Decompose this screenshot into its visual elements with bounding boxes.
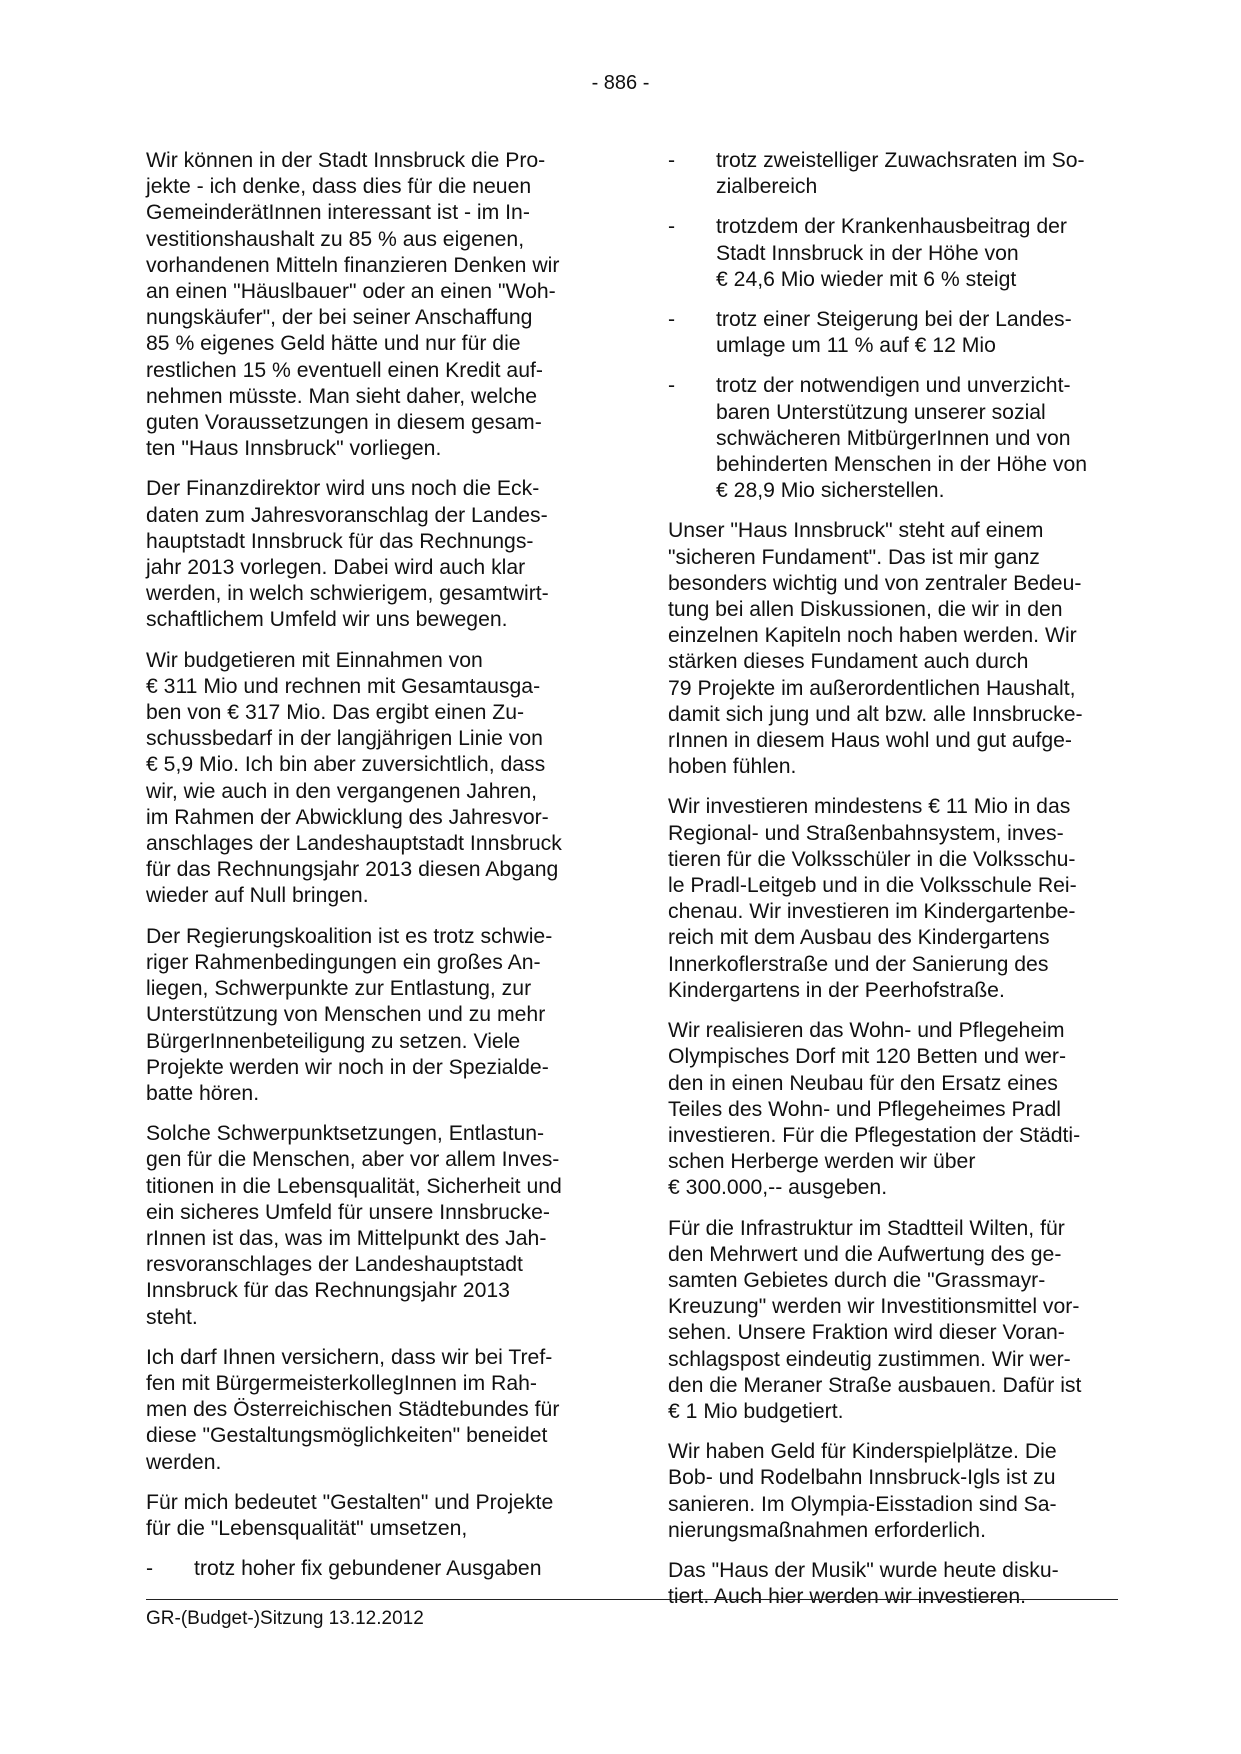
text-line: daten zum Jahresvoranschlag der Landes- <box>146 503 548 527</box>
paragraph <box>146 648 596 910</box>
text-line: besonders wichtig und von zentraler Bedeu- <box>668 571 1082 595</box>
text-line: fen mit BürgermeisterkollegInnen im Rah- <box>146 1371 537 1395</box>
text-line: für die "Lebensqualität" umsetzen, <box>146 1516 468 1540</box>
text-line: € 300.000,-- ausgeben. <box>668 1176 888 1200</box>
text-line: liegen, Schwerpunkte zur Entlastung, zur <box>146 977 532 1001</box>
text-line: titionen in die Lebensqualität, Sicherheit und <box>146 1174 562 1198</box>
text-line: Wir investieren mindestens € 11 Mio in das <box>668 795 1071 819</box>
text-line: vorhandenen Mitteln finanzieren Denken wir <box>146 253 560 277</box>
text-line: an einen "Häuslbauer" oder an einen "Woh- <box>146 280 556 304</box>
footer-session-label: GR-(Budget-)Sitzung 13.12.2012 <box>146 1608 424 1629</box>
left-column <box>146 148 596 1596</box>
text-line: Solche Schwerpunktsetzungen, Entlastun- <box>146 1122 545 1146</box>
text-line: Bob- und Rodelbahn Innsbruck-Igls ist zu <box>668 1466 1056 1490</box>
text-line: jekte - ich denke, dass dies für die neuen <box>146 175 532 199</box>
text-line: Für mich bedeutet "Gestalten" und Projekte <box>146 1490 554 1514</box>
text-line: gen für die Menschen, aber vor allem Inves- <box>146 1148 560 1172</box>
bullet-dash: - <box>668 308 676 332</box>
paragraph <box>668 1558 1118 1610</box>
bullet-item <box>668 307 1118 359</box>
paragraph <box>146 476 596 633</box>
text-line: tiert. Auch hier werden wir investieren. <box>668 1585 1026 1609</box>
text-line: nungskäufer", der bei seiner Anschaffung <box>146 306 533 330</box>
bullet-text-line: trotz der notwendigen und unverzicht- <box>716 374 1071 398</box>
text-line: men des Österreichischen Städtebundes für <box>146 1398 560 1422</box>
text-line: tieren für die Volksschüler in die Volksschu- <box>668 847 1076 871</box>
text-line: den Mehrwert und die Aufwertung des ge- <box>668 1242 1062 1266</box>
text-line: Wir budgetieren mit Einnahmen von <box>146 648 483 672</box>
text-line: chenau. Wir investieren im Kindergartenbe- <box>668 900 1076 924</box>
text-line: werden. <box>146 1450 222 1474</box>
text-line: jahr 2013 vorlegen. Dabei wird auch klar <box>146 556 526 580</box>
text-line: guten Voraussetzungen in diesem gesam- <box>146 411 542 435</box>
text-line: investieren. Für die Pflegestation der Städti- <box>668 1123 1081 1147</box>
bullet-text-line: schwächeren MitbürgerInnen und von <box>716 426 1071 450</box>
bullet-text-line: zialbereich <box>716 175 818 199</box>
text-line: "sicheren Fundament". Das ist mir ganz <box>668 545 1040 569</box>
bullet-item <box>668 214 1118 293</box>
text-line: Der Regierungskoalition ist es trotz schwie- <box>146 924 553 948</box>
text-line: ein sicheres Umfeld für unsere Innsbrucke- <box>146 1200 550 1224</box>
text-line: Innsbruck für das Rechnungsjahr 2013 <box>146 1279 510 1303</box>
text-line: € 1 Mio budgetiert. <box>668 1399 844 1423</box>
text-line: nehmen müsste. Man sieht daher, welche <box>146 384 538 408</box>
bullet-dash: - <box>668 374 676 398</box>
text-line: nierungsmaßnahmen erforderlich. <box>668 1518 986 1542</box>
bullet-dash: - <box>146 1557 154 1581</box>
text-line: Innerkoflerstraße und der Sanierung des <box>668 952 1049 976</box>
text-line: Kreuzung" werden wir Investitionsmittel vor- <box>668 1295 1080 1319</box>
bullet-text-line: € 28,9 Mio sicherstellen. <box>716 479 945 503</box>
text-line: restlichen 15 % eventuell einen Kredit auf- <box>146 358 543 382</box>
bullet-item <box>668 373 1118 504</box>
text-line: Projekte werden wir noch in der Spezialde- <box>146 1055 549 1079</box>
text-line: für das Rechnungsjahr 2013 diesen Abgang <box>146 858 559 882</box>
text-line: Ich darf Ihnen versichern, dass wir bei Tref- <box>146 1345 553 1369</box>
bullet-dash: - <box>668 215 676 239</box>
text-line: Unterstützung von Menschen und zu mehr <box>146 1003 546 1027</box>
text-line: hoben fühlen. <box>668 755 797 779</box>
text-line: Wir haben Geld für Kinderspielplätze. Die <box>668 1440 1057 1464</box>
text-line: Der Finanzdirektor wird uns noch die Eck- <box>146 477 540 501</box>
text-line: wieder auf Null bringen. <box>146 884 369 908</box>
text-line: tung bei allen Diskussionen, die wir in den <box>668 598 1063 622</box>
paragraph <box>146 148 596 462</box>
text-line: € 311 Mio und rechnen mit Gesamtausga- <box>146 674 541 698</box>
text-line: € 5,9 Mio. Ich bin aber zuversichtlich, dass <box>146 753 546 777</box>
text-line: reich mit dem Ausbau des Kindergartens <box>668 926 1050 950</box>
text-line: den die Meraner Straße ausbauen. Dafür ist <box>668 1373 1082 1397</box>
text-line: im Rahmen der Abwicklung des Jahresvor- <box>146 805 549 829</box>
bullet-text-line: trotzdem der Krankenhausbeitrag der <box>716 215 1067 239</box>
paragraph <box>668 1439 1118 1544</box>
bullet-item <box>668 148 1118 200</box>
text-line: GemeinderätInnen interessant ist - im In- <box>146 201 530 225</box>
text-line: BürgerInnenbeteiligung zu setzen. Viele <box>146 1029 521 1053</box>
text-line: samten Gebietes durch die "Grassmayr- <box>668 1268 1046 1292</box>
text-line: Olympisches Dorf mit 120 Betten und wer- <box>668 1045 1067 1069</box>
text-line: schlagspost eindeutig zustimmen. Wir wer- <box>668 1347 1071 1371</box>
bullet-text-line: trotz hoher fix gebundener Ausgaben <box>194 1557 542 1581</box>
text-line: schen Herberge werden wir über <box>668 1150 976 1174</box>
text-line: hauptstadt Innsbruck für das Rechnungs- <box>146 529 534 553</box>
bullet-text-line: umlage um 11 % auf € 12 Mio <box>716 334 996 358</box>
text-line: Wir realisieren das Wohn- und Pflegeheim <box>668 1019 1065 1043</box>
text-line: vestitionshaushalt zu 85 % aus eigenen, <box>146 227 525 251</box>
text-line: ben von € 317 Mio. Das ergibt einen Zu- <box>146 701 525 725</box>
text-line: schaftlichem Umfeld wir uns bewegen. <box>146 608 508 632</box>
text-line: Für die Infrastruktur im Stadtteil Wilten, für <box>668 1216 1065 1240</box>
bullet-text-line: baren Unterstützung unserer sozial <box>716 400 1046 424</box>
text-line: anschlages der Landeshauptstadt Innsbruck <box>146 832 562 856</box>
text-line: Wir können in der Stadt Innsbruck die Pro- <box>146 149 546 172</box>
page-number: - 886 - <box>591 72 650 94</box>
text-line: resvoranschlages der Landeshauptstadt <box>146 1253 523 1277</box>
text-line: rInnen ist das, was im Mittelpunkt des Jah- <box>146 1226 547 1250</box>
paragraph <box>668 1018 1118 1201</box>
paragraph <box>146 924 596 1107</box>
text-line: ten "Haus Innsbruck" vorliegen. <box>146 437 442 461</box>
text-line: damit sich jung und alt bzw. alle Innsbrucke- <box>668 702 1083 726</box>
text-line: sehen. Unsere Fraktion wird dieser Voran- <box>668 1321 1065 1345</box>
text-line: sanieren. Im Olympia-Eisstadion sind Sa- <box>668 1492 1057 1516</box>
text-line: rInnen in diesem Haus wohl und gut aufge- <box>668 729 1072 753</box>
paragraph <box>146 1121 596 1331</box>
text-line: Kindergartens in der Peerhofstraße. <box>668 978 1005 1002</box>
text-line: stärken dieses Fundament auch durch <box>668 650 1029 674</box>
text-line: Das "Haus der Musik" wurde heute disku- <box>668 1558 1059 1582</box>
bullet-item <box>146 1556 596 1582</box>
bullet-text-line: trotz einer Steigerung bei der Landes- <box>716 308 1072 332</box>
text-line: riger Rahmenbedingungen ein großes An- <box>146 950 541 974</box>
paragraph <box>146 1490 596 1542</box>
text-line: werden, in welch schwierigem, gesamtwirt- <box>146 582 549 606</box>
text-line: batte hören. <box>146 1081 260 1105</box>
right-column <box>668 148 1118 1624</box>
footer-divider <box>146 1599 1118 1600</box>
text-line: einzelnen Kapiteln noch haben werden. Wir <box>668 624 1077 648</box>
text-line: 85 % eigenes Geld hätte und nur für die <box>146 332 521 356</box>
text-line: Regional- und Straßenbahnsystem, inves- <box>668 821 1064 845</box>
text-line: Unser "Haus Innsbruck" steht auf einem <box>668 519 1044 543</box>
text-line: schussbedarf in der langjährigen Linie von <box>146 727 543 751</box>
bullet-text-line: Stadt Innsbruck in der Höhe von <box>716 241 1019 265</box>
text-line: diese "Gestaltungsmöglichkeiten" beneidet <box>146 1424 548 1448</box>
bullet-text-line: behinderten Menschen in der Höhe von <box>716 453 1088 477</box>
paragraph <box>668 1216 1118 1426</box>
paragraph <box>668 518 1118 780</box>
text-line: 79 Projekte im außerordentlichen Haushalt, <box>668 676 1076 700</box>
bullet-text-line: € 24,6 Mio wieder mit 6 % steigt <box>716 267 1017 291</box>
text-line: wir, wie auch in den vergangenen Jahren, <box>146 779 538 803</box>
bullet-text-line: trotz zweistelliger Zuwachsraten im So- <box>716 149 1085 172</box>
text-line: steht. <box>146 1305 198 1329</box>
bullet-dash: - <box>668 149 676 172</box>
paragraph <box>668 794 1118 1004</box>
text-line: le Pradl-Leitgeb und in die Volksschule Rei- <box>668 874 1077 898</box>
text-line: Teiles des Wohn- und Pflegeheimes Pradl <box>668 1097 1061 1121</box>
paragraph <box>146 1345 596 1476</box>
text-line: den in einen Neubau für den Ersatz eines <box>668 1071 1058 1095</box>
